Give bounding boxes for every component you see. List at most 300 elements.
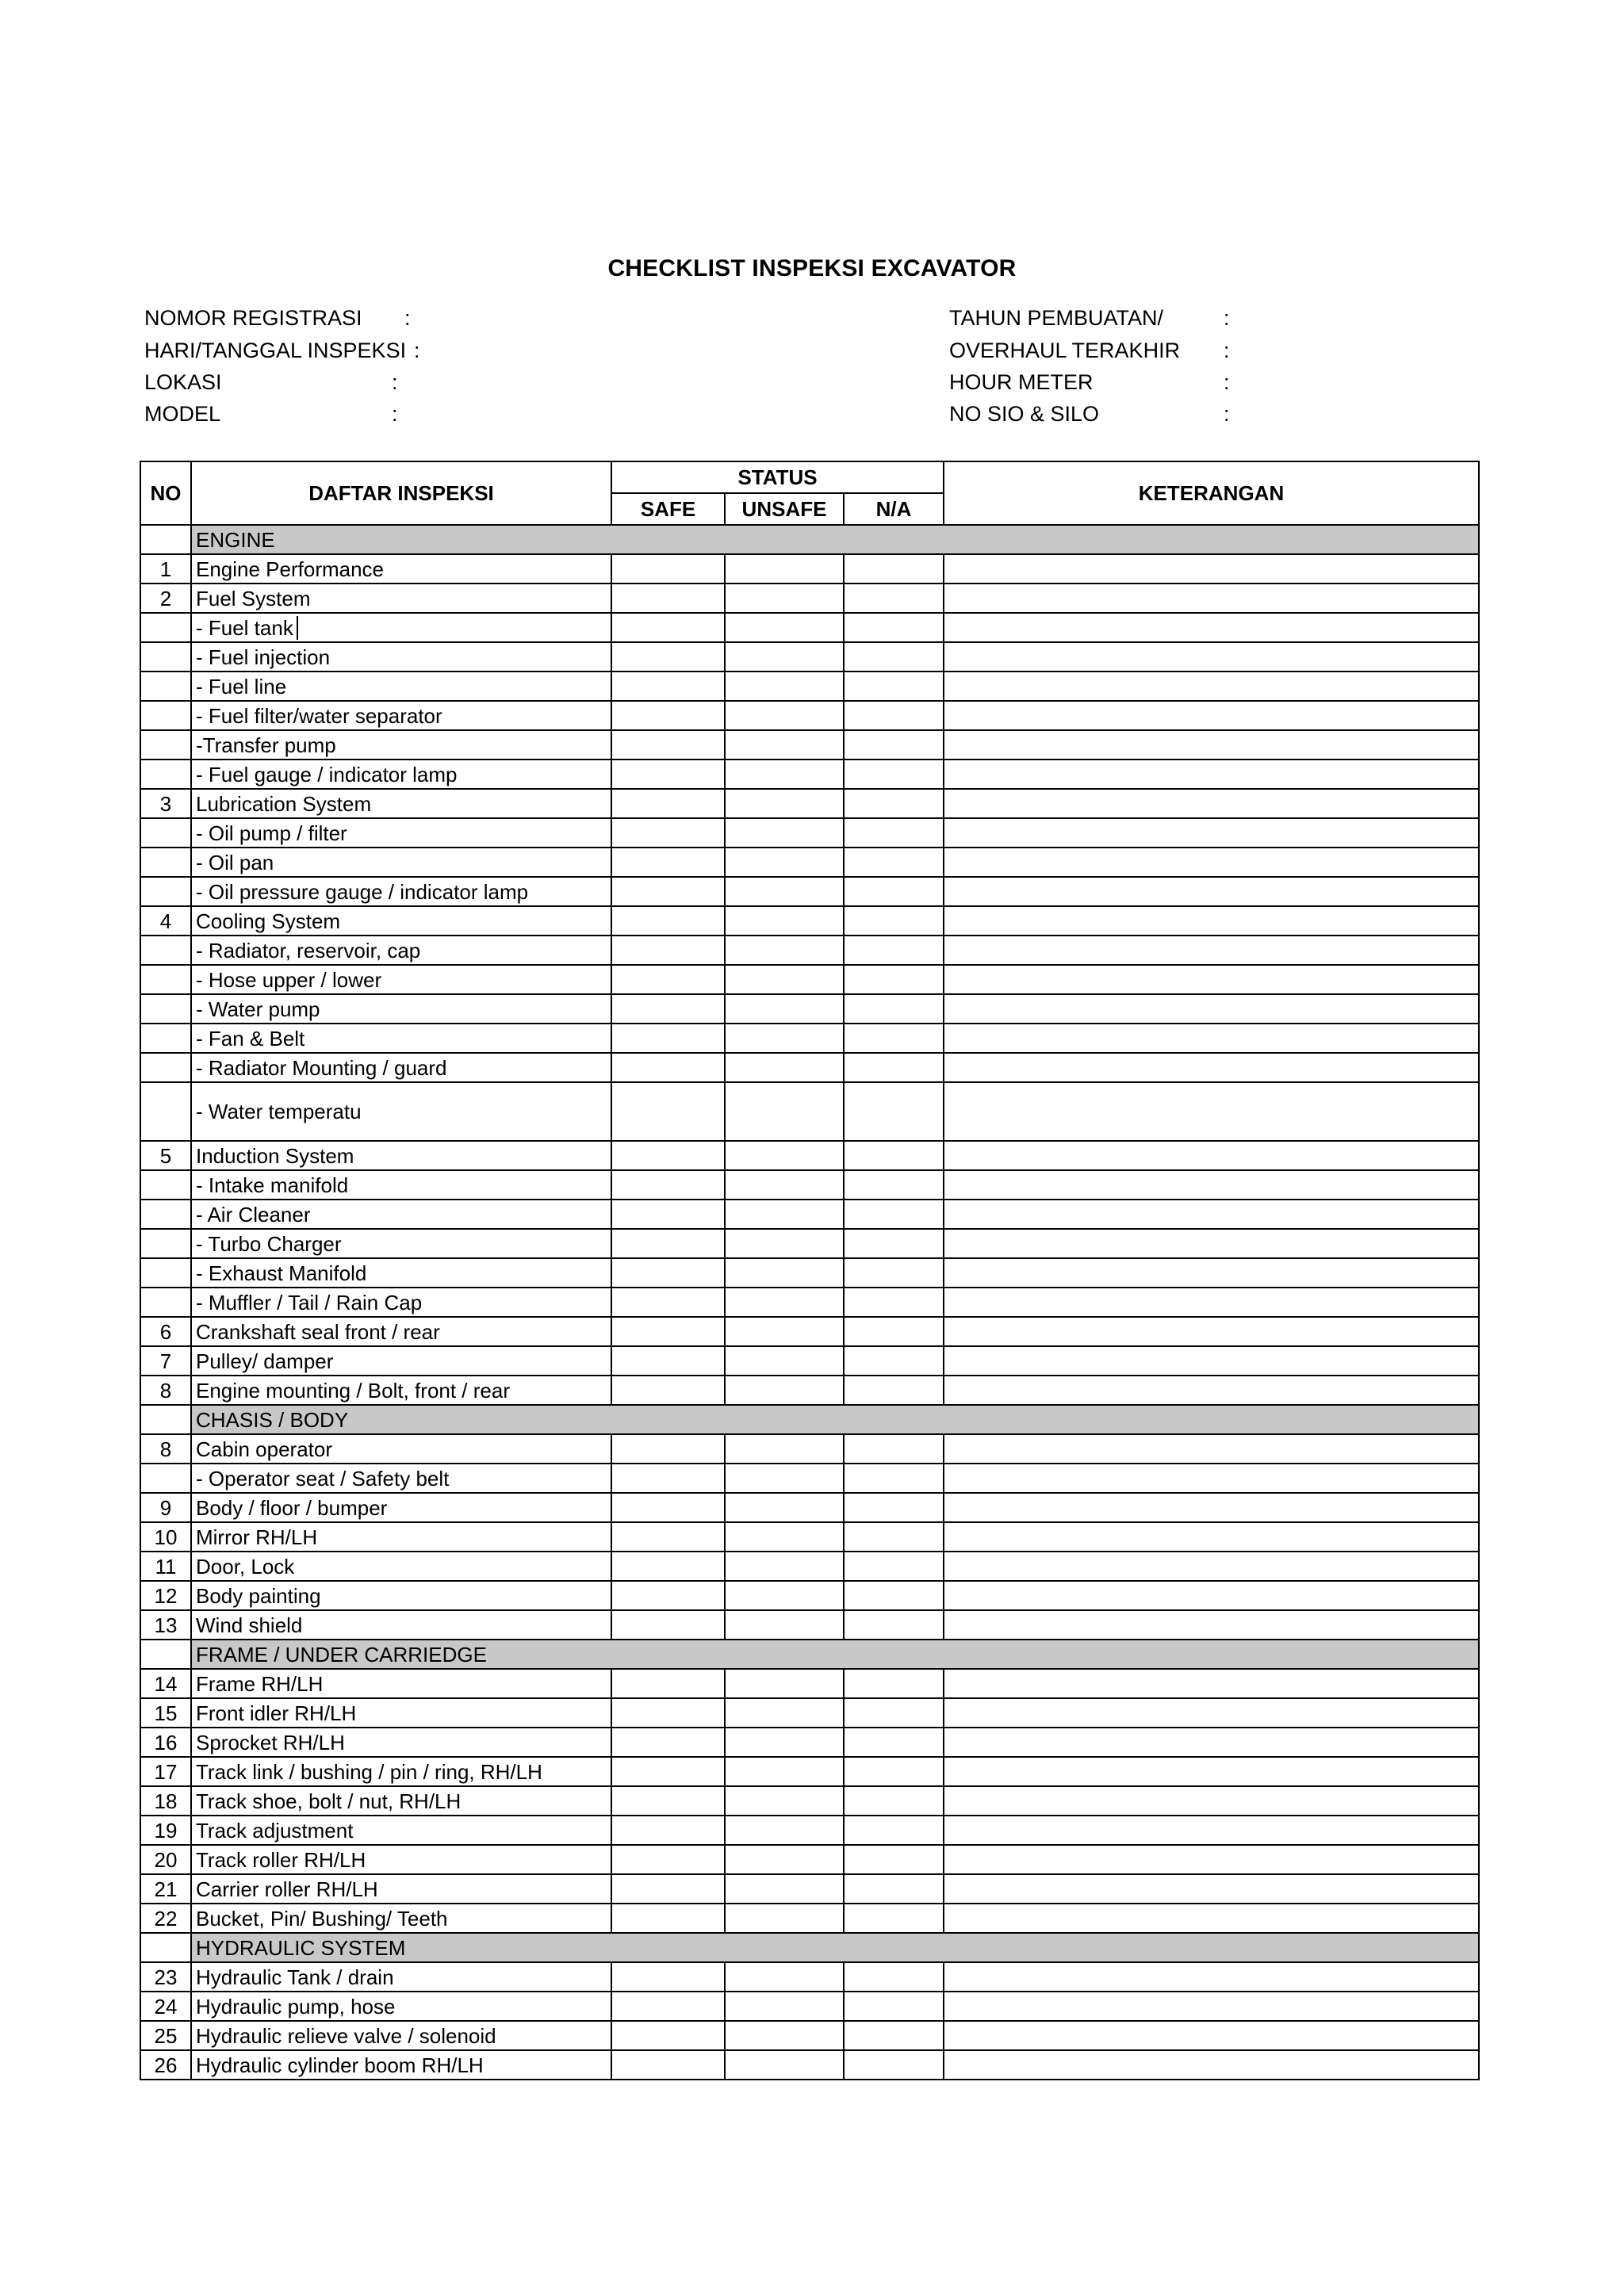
safe-cell[interactable] (611, 554, 725, 584)
safe-cell[interactable] (611, 1552, 725, 1581)
keterangan-cell[interactable] (944, 1434, 1479, 1464)
keterangan-cell[interactable] (944, 1493, 1479, 1522)
safe-cell[interactable] (611, 818, 725, 848)
item-text: Engine mounting / Bolt, front / rear (196, 1378, 510, 1402)
keterangan-cell[interactable] (944, 1904, 1479, 1933)
safe-cell[interactable] (611, 1581, 725, 1610)
unsafe-cell[interactable] (725, 1464, 844, 1493)
unsafe-cell[interactable] (725, 1845, 844, 1874)
safe-cell[interactable] (611, 1992, 725, 2021)
safe-cell[interactable] (611, 1141, 725, 1170)
na-cell[interactable] (844, 848, 944, 877)
keterangan-cell[interactable] (944, 1610, 1479, 1640)
keterangan-cell[interactable] (944, 936, 1479, 965)
keterangan-cell[interactable] (944, 1317, 1479, 1346)
item-text: - Intake manifold (196, 1173, 349, 1197)
keterangan-cell[interactable] (944, 818, 1479, 848)
unsafe-cell[interactable] (725, 936, 844, 965)
section-row (140, 1405, 1479, 1434)
na-cell[interactable] (844, 2021, 944, 2050)
unsafe-cell[interactable] (725, 1376, 844, 1405)
keterangan-cell[interactable] (944, 965, 1479, 994)
row-number (140, 1288, 191, 1317)
na-cell[interactable] (844, 613, 944, 642)
keterangan-cell[interactable] (944, 613, 1479, 642)
unsafe-cell[interactable] (725, 1786, 844, 1816)
item-text: Track shoe, bolt / nut, RH/LH (196, 1789, 462, 1813)
row-number: 16 (140, 1728, 191, 1757)
inspection-item (191, 877, 611, 906)
item-text: - Air Cleaner (196, 1202, 311, 1226)
item-text: - Turbo Charger (196, 1231, 342, 1256)
inspection-item (191, 1200, 611, 1229)
na-cell[interactable] (844, 994, 944, 1024)
safe-cell[interactable] (611, 672, 725, 701)
unsafe-cell[interactable] (725, 1904, 844, 1933)
unsafe-cell[interactable] (725, 1258, 844, 1288)
safe-cell[interactable] (611, 906, 725, 936)
na-cell[interactable] (844, 1053, 944, 1082)
item-text: Hydraulic relieve valve / solenoid (196, 2023, 496, 2048)
right-field-row (949, 366, 1266, 398)
keterangan-cell[interactable] (944, 789, 1479, 818)
unsafe-cell[interactable] (725, 2050, 844, 2080)
keterangan-cell[interactable] (944, 1816, 1479, 1845)
unsafe-cell[interactable] (725, 1962, 844, 1992)
inspection-item (191, 2050, 611, 2080)
inspection-item (191, 1757, 611, 1786)
safe-cell[interactable] (611, 1904, 725, 1933)
safe-cell[interactable] (611, 730, 725, 760)
inspection-item (191, 1346, 611, 1376)
table-row (140, 1229, 1479, 1258)
inspection-item (191, 848, 611, 877)
na-cell[interactable] (844, 1728, 944, 1757)
inspection-item (191, 1493, 611, 1522)
unsafe-cell[interactable] (725, 1493, 844, 1522)
inspection-item (191, 789, 611, 818)
safe-cell[interactable] (611, 1669, 725, 1698)
keterangan-cell[interactable] (944, 1141, 1479, 1170)
table-row (140, 1464, 1479, 1493)
unsafe-cell[interactable] (725, 672, 844, 701)
na-cell[interactable] (844, 2050, 944, 2080)
item-text: Track roller RH/LH (196, 1847, 366, 1872)
safe-cell[interactable] (611, 613, 725, 642)
field-colon: : (1224, 339, 1230, 362)
row-number: 24 (140, 1992, 191, 2021)
keterangan-cell[interactable] (944, 642, 1479, 672)
na-cell[interactable] (844, 1141, 944, 1170)
inspection-table (140, 461, 1480, 2080)
unsafe-cell[interactable] (725, 760, 844, 789)
na-cell[interactable] (844, 936, 944, 965)
keterangan-cell[interactable] (944, 701, 1479, 730)
table-row (140, 1200, 1479, 1229)
left-field-row (144, 302, 462, 334)
item-text: ENGINE (196, 527, 275, 552)
na-cell[interactable] (844, 642, 944, 672)
unsafe-cell[interactable] (725, 1992, 844, 2021)
safe-cell[interactable] (611, 701, 725, 730)
right-field-row (949, 302, 1266, 334)
safe-cell[interactable] (611, 1346, 725, 1376)
row-number (140, 1200, 191, 1229)
safe-cell[interactable] (611, 994, 725, 1024)
table-row (140, 642, 1479, 672)
safe-cell[interactable] (611, 1874, 725, 1904)
row-number (140, 642, 191, 672)
unsafe-cell[interactable] (725, 1317, 844, 1346)
keterangan-cell[interactable] (944, 672, 1479, 701)
safe-cell[interactable] (611, 1376, 725, 1405)
keterangan-cell[interactable] (944, 584, 1479, 613)
keterangan-cell[interactable] (944, 1229, 1479, 1258)
unsafe-cell[interactable] (725, 1669, 844, 1698)
table-row (140, 1434, 1479, 1464)
inspection-item (191, 554, 611, 584)
keterangan-cell[interactable] (944, 730, 1479, 760)
inspection-item (191, 965, 611, 994)
field-label: HARI/TANGGAL INSPEKSI (144, 339, 407, 362)
table-row (140, 1962, 1479, 1992)
safe-cell[interactable] (611, 1317, 725, 1346)
keterangan-cell[interactable] (944, 1464, 1479, 1493)
item-text: - Radiator Mounting / guard (196, 1055, 447, 1080)
na-cell[interactable] (844, 1434, 944, 1464)
item-text: - Fuel tank (196, 616, 298, 640)
inspection-item (191, 1610, 611, 1640)
unsafe-cell[interactable] (725, 1434, 844, 1464)
keterangan-cell[interactable] (944, 1728, 1479, 1757)
safe-cell[interactable] (611, 1082, 725, 1141)
na-cell[interactable] (844, 1904, 944, 1933)
item-text: FRAME / UNDER CARRIEDGE (196, 1642, 487, 1667)
safe-cell[interactable] (611, 584, 725, 613)
unsafe-cell[interactable] (725, 1082, 844, 1141)
safe-cell[interactable] (611, 760, 725, 789)
na-cell[interactable] (844, 1552, 944, 1581)
unsafe-cell[interactable] (725, 1698, 844, 1728)
keterangan-cell[interactable] (944, 2050, 1479, 2080)
keterangan-cell[interactable] (944, 1669, 1479, 1698)
keterangan-cell[interactable] (944, 1288, 1479, 1317)
safe-cell[interactable] (611, 1698, 725, 1728)
keterangan-cell[interactable] (944, 1962, 1479, 1992)
item-text: Cooling System (196, 909, 341, 933)
unsafe-cell[interactable] (725, 730, 844, 760)
keterangan-cell[interactable] (944, 906, 1479, 936)
safe-cell[interactable] (611, 1816, 725, 1845)
unsafe-cell[interactable] (725, 994, 844, 1024)
na-cell[interactable] (844, 1464, 944, 1493)
unsafe-cell[interactable] (725, 613, 844, 642)
table-row (140, 1552, 1479, 1581)
safe-cell[interactable] (611, 1962, 725, 1992)
unsafe-cell[interactable] (725, 1170, 844, 1200)
table-row (140, 1786, 1479, 1816)
na-cell[interactable] (844, 877, 944, 906)
keterangan-cell[interactable] (944, 1757, 1479, 1786)
item-text: - Muffler / Tail / Rain Cap (196, 1290, 423, 1314)
unsafe-cell[interactable] (725, 1288, 844, 1317)
safe-cell[interactable] (611, 1522, 725, 1552)
na-cell[interactable] (844, 1581, 944, 1610)
na-cell[interactable] (844, 1376, 944, 1405)
row-number (140, 1170, 191, 1200)
table-row (140, 1845, 1479, 1874)
keterangan-cell[interactable] (944, 994, 1479, 1024)
field-colon: : (1224, 402, 1230, 426)
na-cell[interactable] (844, 1170, 944, 1200)
safe-cell[interactable] (611, 1464, 725, 1493)
unsafe-cell[interactable] (725, 1229, 844, 1258)
na-cell[interactable] (844, 1786, 944, 1816)
inspection-item (191, 906, 611, 936)
item-text: - Fuel line (196, 674, 287, 698)
inspection-item (191, 730, 611, 760)
keterangan-cell[interactable] (944, 1082, 1479, 1141)
unsafe-cell[interactable] (725, 1522, 844, 1552)
safe-cell[interactable] (611, 1493, 725, 1522)
keterangan-cell[interactable] (944, 1786, 1479, 1816)
unsafe-cell[interactable] (725, 1552, 844, 1581)
row-number: 20 (140, 1845, 191, 1874)
keterangan-cell[interactable] (944, 554, 1479, 584)
unsafe-cell[interactable] (725, 554, 844, 584)
header-no: NO (140, 461, 191, 525)
na-cell[interactable] (844, 1522, 944, 1552)
row-number: 19 (140, 1816, 191, 1845)
row-number: 5 (140, 1141, 191, 1170)
keterangan-cell[interactable] (944, 1522, 1479, 1552)
item-text: Carrier roller RH/LH (196, 1877, 378, 1901)
unsafe-cell[interactable] (725, 789, 844, 818)
na-cell[interactable] (844, 789, 944, 818)
na-cell[interactable] (844, 1816, 944, 1845)
header-safe: SAFE (611, 493, 725, 525)
keterangan-cell[interactable] (944, 1698, 1479, 1728)
item-text: Pulley/ damper (196, 1349, 334, 1373)
na-cell[interactable] (844, 1258, 944, 1288)
na-cell[interactable] (844, 672, 944, 701)
na-cell[interactable] (844, 1757, 944, 1786)
header-keterangan: KETERANGAN (944, 461, 1479, 525)
inspection-item (191, 1434, 611, 1464)
na-cell[interactable] (844, 584, 944, 613)
row-number (140, 848, 191, 877)
item-text: - Fuel gauge / indicator lamp (196, 762, 458, 786)
na-cell[interactable] (844, 1992, 944, 2021)
safe-cell[interactable] (611, 1053, 725, 1082)
safe-cell[interactable] (611, 936, 725, 965)
table-row (140, 1258, 1479, 1288)
safe-cell[interactable] (611, 1288, 725, 1317)
na-cell[interactable] (844, 1082, 944, 1141)
item-text: Door, Lock (196, 1554, 295, 1578)
item-text: Fuel System (196, 586, 311, 610)
safe-cell[interactable] (611, 1170, 725, 1200)
keterangan-cell[interactable] (944, 1346, 1479, 1376)
keterangan-cell[interactable] (944, 1845, 1479, 1874)
safe-cell[interactable] (611, 2050, 725, 2080)
keterangan-cell[interactable] (944, 1992, 1479, 2021)
table-row (140, 1757, 1479, 1786)
row-number: 9 (140, 1493, 191, 1522)
inspection-item (191, 1786, 611, 1816)
na-cell[interactable] (844, 1669, 944, 1698)
na-cell[interactable] (844, 701, 944, 730)
unsafe-cell[interactable] (725, 965, 844, 994)
na-cell[interactable] (844, 730, 944, 760)
field-colon: : (1224, 370, 1230, 394)
inspection-item (191, 1845, 611, 1874)
row-number (140, 730, 191, 760)
na-cell[interactable] (844, 1698, 944, 1728)
item-text: Track link / bushing / pin / ring, RH/LH (196, 1759, 542, 1784)
table-row (140, 1698, 1479, 1728)
na-cell[interactable] (844, 1317, 944, 1346)
unsafe-cell[interactable] (725, 1346, 844, 1376)
header-unsafe: UNSAFE (725, 493, 844, 525)
safe-cell[interactable] (611, 1200, 725, 1229)
keterangan-cell[interactable] (944, 2021, 1479, 2050)
table-body (140, 525, 1479, 2080)
keterangan-cell[interactable] (944, 760, 1479, 789)
keterangan-cell[interactable] (944, 1258, 1479, 1288)
na-cell[interactable] (844, 554, 944, 584)
row-number (140, 1258, 191, 1288)
unsafe-cell[interactable] (725, 848, 844, 877)
na-cell[interactable] (844, 1845, 944, 1874)
na-cell[interactable] (844, 1346, 944, 1376)
table-row (140, 760, 1479, 789)
item-text: Hydraulic pump, hose (196, 1994, 396, 2019)
na-cell[interactable] (844, 1874, 944, 1904)
inspection-item (191, 1522, 611, 1552)
keterangan-cell[interactable] (944, 1170, 1479, 1200)
na-cell[interactable] (844, 818, 944, 848)
unsafe-cell[interactable] (725, 818, 844, 848)
item-text: Front idler RH/LH (196, 1701, 357, 1725)
unsafe-cell[interactable] (725, 701, 844, 730)
inspection-item (191, 672, 611, 701)
field-colon: : (404, 306, 411, 330)
keterangan-cell[interactable] (944, 877, 1479, 906)
unsafe-cell[interactable] (725, 1757, 844, 1786)
safe-cell[interactable] (611, 2021, 725, 2050)
unsafe-cell[interactable] (725, 1610, 844, 1640)
keterangan-cell[interactable] (944, 1874, 1479, 1904)
item-text: - Water temperatu (196, 1100, 362, 1123)
item-text: Hydraulic cylinder boom RH/LH (196, 2053, 484, 2077)
unsafe-cell[interactable] (725, 642, 844, 672)
unsafe-cell[interactable] (725, 1053, 844, 1082)
row-number (140, 525, 191, 554)
item-text: - Oil pan (196, 850, 274, 874)
unsafe-cell[interactable] (725, 877, 844, 906)
unsafe-cell[interactable] (725, 1200, 844, 1229)
item-text: HYDRAULIC SYSTEM (196, 1935, 406, 1960)
table-row (140, 906, 1479, 936)
unsafe-cell[interactable] (725, 2021, 844, 2050)
keterangan-cell[interactable] (944, 1581, 1479, 1610)
safe-cell[interactable] (611, 1728, 725, 1757)
safe-cell[interactable] (611, 1845, 725, 1874)
inspection-item (191, 1552, 611, 1581)
keterangan-cell[interactable] (944, 1376, 1479, 1405)
unsafe-cell[interactable] (725, 1141, 844, 1170)
unsafe-cell[interactable] (725, 1874, 844, 1904)
document-title: CHECKLIST INSPEKSI EXCAVATOR (607, 255, 1017, 281)
na-cell[interactable] (844, 1493, 944, 1522)
na-cell[interactable] (844, 1229, 944, 1258)
unsafe-cell[interactable] (725, 906, 844, 936)
table-row (140, 965, 1479, 994)
safe-cell[interactable] (611, 1434, 725, 1464)
keterangan-cell[interactable] (944, 848, 1479, 877)
keterangan-cell[interactable] (944, 1053, 1479, 1082)
safe-cell[interactable] (611, 789, 725, 818)
na-cell[interactable] (844, 760, 944, 789)
safe-cell[interactable] (611, 848, 725, 877)
unsafe-cell[interactable] (725, 1728, 844, 1757)
inspection-item (191, 1024, 611, 1053)
unsafe-cell[interactable] (725, 1581, 844, 1610)
na-cell[interactable] (844, 965, 944, 994)
unsafe-cell[interactable] (725, 1024, 844, 1053)
item-text: Body painting (196, 1583, 321, 1608)
inspection-item (191, 1258, 611, 1288)
row-number: 4 (140, 906, 191, 936)
field-label: HOUR METER (949, 370, 1094, 394)
inspection-item (191, 818, 611, 848)
unsafe-cell[interactable] (725, 1816, 844, 1845)
safe-cell[interactable] (611, 1786, 725, 1816)
table-row (140, 936, 1479, 965)
keterangan-cell[interactable] (944, 1552, 1479, 1581)
table-row (140, 672, 1479, 701)
unsafe-cell[interactable] (725, 584, 844, 613)
row-number: 22 (140, 1904, 191, 1933)
na-cell[interactable] (844, 1200, 944, 1229)
item-text: Hydraulic Tank / drain (196, 1965, 394, 1989)
na-cell[interactable] (844, 1962, 944, 1992)
field-label: LOKASI (144, 370, 222, 394)
na-cell[interactable] (844, 1288, 944, 1317)
safe-cell[interactable] (611, 1757, 725, 1786)
na-cell[interactable] (844, 1024, 944, 1053)
row-number: 23 (140, 1962, 191, 1992)
na-cell[interactable] (844, 906, 944, 936)
inspection-item (191, 613, 611, 642)
keterangan-cell[interactable] (944, 1200, 1479, 1229)
keterangan-cell[interactable] (944, 1024, 1479, 1053)
item-text: - Hose upper / lower (196, 967, 382, 992)
safe-cell[interactable] (611, 1229, 725, 1258)
row-number (140, 1933, 191, 1962)
item-text: Wind shield (196, 1613, 303, 1637)
section-title (191, 525, 1479, 554)
na-cell[interactable] (844, 1610, 944, 1640)
left-field-row (144, 366, 462, 398)
safe-cell[interactable] (611, 965, 725, 994)
safe-cell[interactable] (611, 642, 725, 672)
safe-cell[interactable] (611, 1610, 725, 1640)
safe-cell[interactable] (611, 877, 725, 906)
safe-cell[interactable] (611, 1258, 725, 1288)
safe-cell[interactable] (611, 1024, 725, 1053)
